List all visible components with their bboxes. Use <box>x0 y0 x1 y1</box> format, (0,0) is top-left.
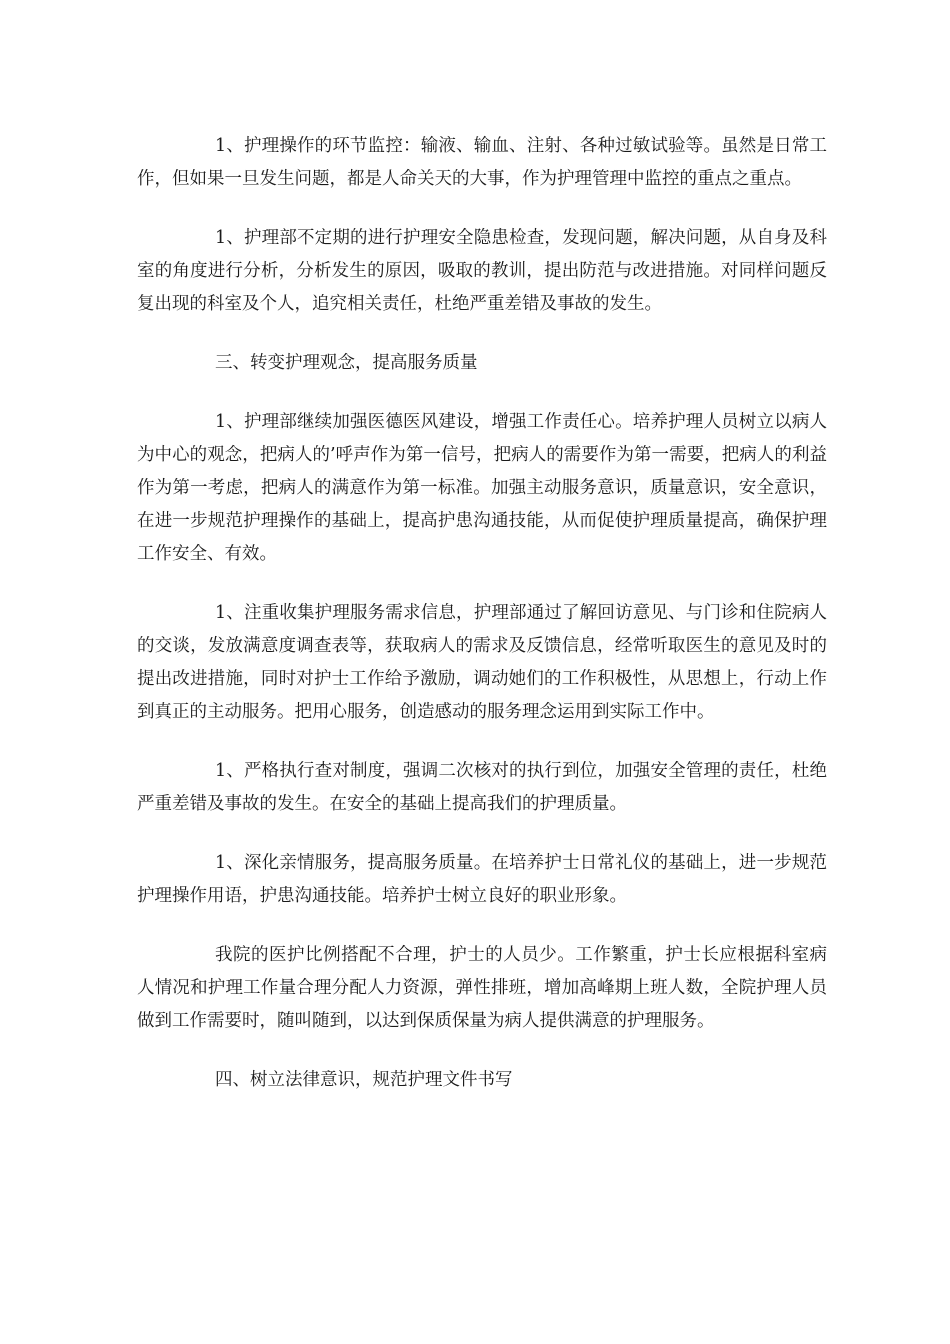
paragraph-feedback: 1、注重收集护理服务需求信息，护理部通过了解回访意见、与门诊和住院病人的交谈，发放满意度调查表等，获取病人的需求及反馈信息，经常听取医生的意见及时的提出改进措施，同时对护士工作给予激励，调动她们的工作积极性，从思想上，行动上作到真正的主动服务。把用心服务，创造感动的服务理念运用到实际工作中。 <box>137 603 827 722</box>
paragraph-monitoring: 1、护理操作的环节监控：输液、输血、注射、各种过敏试验等。虽然是日常工作，但如果一旦发生问题，都是人命关天的大事，作为护理管理中监控的重点之重点。 <box>137 136 827 189</box>
section-heading-3: 三、转变护理观念，提高服务质量 <box>215 353 478 373</box>
paragraph-ethics: 1、护理部继续加强医德医风建设，增强工作责任心。培养护理人员树立以病人为中心的观念，把病人的’呼声作为第一信号，把病人的需要作为第一需要，把病人的利益作为第一考虑，把病人的满意作为第一标准。加强主动服务意识，质量意识，安全意识，在进一步规范护理操作的基础上，提高护患沟通技能，从而促使护理质量提高，确保护理工作安全、有效。 <box>137 412 827 564</box>
paragraph-staffing: 我院的医护比例搭配不合理，护士的人员少。工作繁重，护士长应根据科室病人情况和护理工作量合理分配人力资源，弹性排班，增加高峰期上班人数，全院护理人员做到工作需要时，随叫随到，以达到保质保量为病人提供满意的护理服务。 <box>137 945 827 1031</box>
document-body <box>137 130 827 1123</box>
paragraph-service: 1、深化亲情服务，提高服务质量。在培养护士日常礼仪的基础上，进一步规范护理操作用语，护患沟通技能。培养护士树立良好的职业形象。 <box>137 853 827 906</box>
paragraph-verification: 1、严格执行查对制度，强调二次核对的执行到位，加强安全管理的责任，杜绝严重差错及事故的发生。在安全的基础上提高我们的护理质量。 <box>137 761 827 814</box>
section-heading-4: 四、树立法律意识，规范护理文件书写 <box>215 1070 513 1090</box>
paragraph-safety-inspection: 1、护理部不定期的进行护理安全隐患检查，发现问题，解决问题，从自身及科室的角度进行分析，分析发生的原因，吸取的教训，提出防范与改进措施。对同样问题反复出现的科室及个人，追究相关责任，杜绝严重差错及事故的发生。 <box>137 228 827 314</box>
